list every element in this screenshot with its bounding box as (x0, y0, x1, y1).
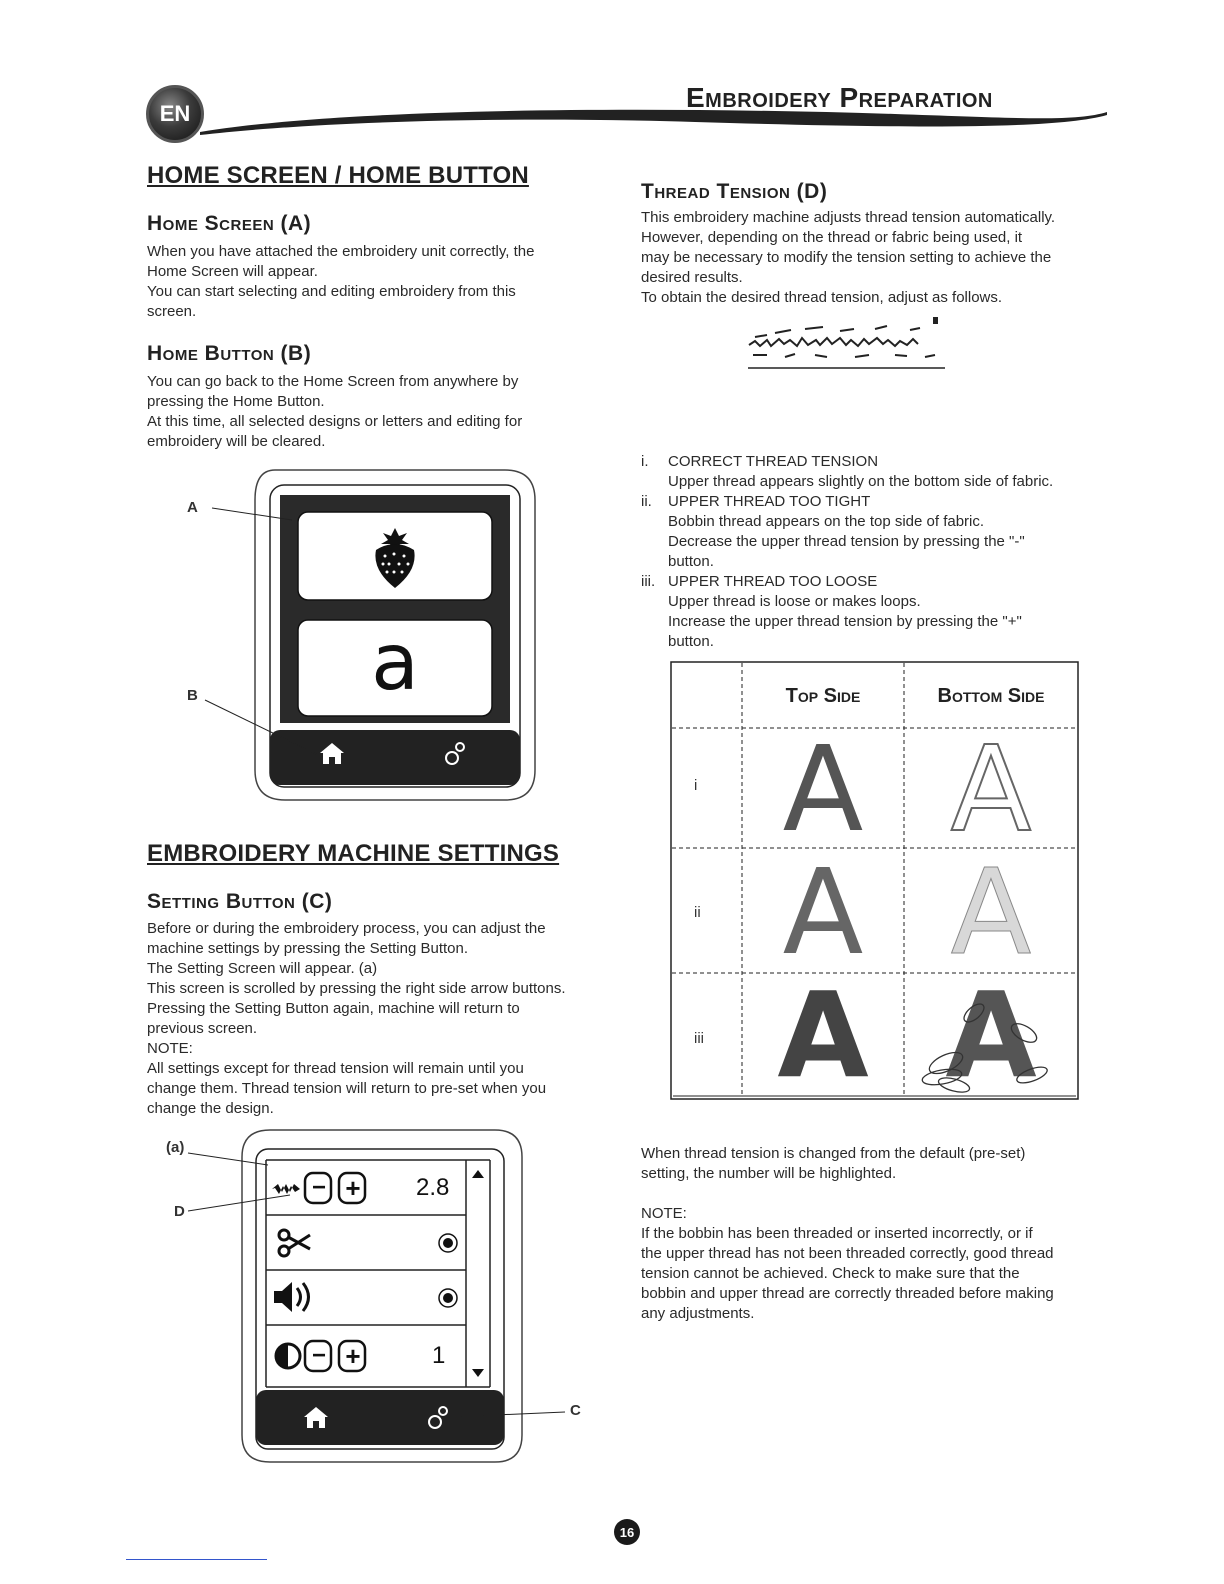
label-a: A (187, 499, 198, 516)
text-line: You can go back to the Home Screen from anywhere by (147, 373, 519, 390)
contrast-value: 1 (432, 1342, 446, 1369)
sample-top-correct: A (782, 720, 864, 858)
thread-diagram-graphic (745, 315, 950, 375)
home-screen-figure (180, 460, 560, 810)
text-line: If the bobbin has been threaded or inserted incorrectly, or if (641, 1225, 1033, 1242)
setting-screen-figure (160, 1125, 600, 1470)
row-label: i (694, 777, 698, 794)
text-line: previous screen. (147, 1020, 258, 1037)
col-bottom-side: Bottom Side (937, 685, 1045, 707)
tension-list (641, 452, 1111, 652)
radio-icon[interactable] (439, 1289, 457, 1307)
text-line: When thread tension is changed from the default (pre-set) (641, 1145, 1026, 1162)
label-b: B (187, 687, 198, 704)
label-d: D (174, 1203, 185, 1220)
after-table-text (641, 1144, 1111, 1184)
text-line: Home Screen will appear. (147, 263, 318, 280)
text-line: At this time, all selected designs or letters and editing for (147, 413, 523, 430)
letter-tile-text: a (371, 618, 419, 708)
text-line: You can start selecting and editing embroidery from this (147, 283, 516, 300)
page-title: Embroidery Preparation (686, 82, 993, 113)
text-line: desired results. (641, 269, 743, 286)
text-line: machine settings by pressing the Setting Button. (147, 940, 469, 957)
radio-icon[interactable] (439, 1234, 457, 1252)
text-line: change the design. (147, 1100, 274, 1117)
label-c: C (570, 1402, 581, 1419)
text-line: This screen is scrolled by pressing the right side arrow buttons. (147, 980, 566, 997)
home-screen-text (147, 242, 597, 322)
list-number: i. (641, 453, 649, 470)
sample-bottom-correct: A (950, 720, 1032, 858)
list-line: Decrease the upper thread tension by pressing the "-" (668, 533, 1025, 550)
contrast-icon (276, 1344, 300, 1368)
text-line: change them. Thread tension will return to pre-set when you (147, 1080, 547, 1097)
sample-bottom-loose: A (945, 966, 1037, 1104)
list-title: UPPER THREAD TOO LOOSE (668, 573, 878, 590)
row-label: iii (694, 1030, 704, 1047)
tension-value: 2.8 (416, 1174, 450, 1201)
footer-rule (126, 1559, 267, 1560)
loose-loops-graphic (904, 966, 1078, 1104)
list-item (641, 452, 1111, 472)
text-line: Before or during the embroidery process, you can adjust the (147, 920, 546, 937)
text-line: All settings except for thread tension will remain until you (147, 1060, 524, 1077)
list-title: CORRECT THREAD TENSION (668, 453, 879, 470)
list-line: button. (668, 633, 714, 650)
text-line: embroidery will be cleared. (147, 433, 326, 450)
text-line: the upper thread has not been threaded correctly, good thread (641, 1245, 1054, 1262)
tension-minus-label: − (311, 1174, 326, 1201)
thread-tension-heading: Thread Tension (D) (641, 180, 828, 203)
text-line: Pressing the Setting Button again, machine will return to (147, 1000, 520, 1017)
contrast-minus-label: − (311, 1342, 326, 1369)
text-line: pressing the Home Button. (147, 393, 325, 410)
text-line: NOTE: (147, 1040, 193, 1057)
text-line: screen. (147, 303, 197, 320)
sample-top-loose: A (777, 966, 869, 1104)
thread-tension-text (641, 208, 1111, 308)
home-button-text (147, 372, 597, 452)
text-line: To obtain the desired thread tension, adjust as follows. (641, 289, 1003, 306)
tension-table (670, 661, 1080, 1104)
section-home-title: HOME SCREEN / HOME BUTTON (147, 162, 529, 189)
text-line: setting, the number will be highlighted. (641, 1165, 897, 1182)
text-line: This embroidery machine adjusts thread tension automatically. (641, 209, 1056, 226)
list-number: ii. (641, 493, 652, 510)
home-button-heading: Home Button (B) (147, 342, 312, 365)
label-a-small: (a) (166, 1139, 185, 1156)
text-line: any adjustments. (641, 1305, 755, 1322)
row-label: ii (694, 904, 701, 921)
contrast-plus-label: + (345, 1341, 361, 1371)
setting-button-text (147, 919, 627, 1119)
language-badge-text: EN (159, 101, 191, 126)
sample-bottom-tight: A (950, 843, 1032, 981)
text-line: When you have attached the embroidery unit correctly, the (147, 243, 535, 260)
setting-button-heading: Setting Button (C) (147, 890, 333, 913)
text-line: may be necessary to modify the tension setting to achieve the (641, 249, 1052, 266)
list-line: Bobbin thread appears on the top side of fabric. (668, 513, 985, 530)
list-number: iii. (641, 573, 656, 590)
list-item (641, 492, 1111, 512)
text-line: However, depending on the thread or fabric being used, it (641, 229, 1023, 246)
note-block (641, 1204, 1116, 1324)
note-title: NOTE: (641, 1205, 687, 1222)
list-line: button. (668, 553, 714, 570)
list-item (641, 572, 1111, 592)
section-settings-title: EMBROIDERY MACHINE SETTINGS (147, 840, 560, 867)
text-line: tension cannot be achieved. Check to make sure that the (641, 1265, 1020, 1282)
sample-top-tight: A (782, 843, 864, 981)
tension-plus-label: + (345, 1173, 361, 1203)
col-top-side: Top Side (785, 685, 861, 707)
page-number: 16 (614, 1519, 640, 1545)
text-line: bobbin and upper thread are correctly threaded before making (641, 1285, 1054, 1302)
text-line: The Setting Screen will appear. (a) (147, 960, 378, 977)
list-line: Increase the upper thread tension by pressing the "+" (668, 613, 1022, 630)
list-line: Upper thread is loose or makes loops. (668, 593, 921, 610)
home-screen-heading: Home Screen (A) (147, 212, 312, 235)
list-title: UPPER THREAD TOO TIGHT (668, 493, 871, 510)
setting-screen-device (160, 1125, 600, 1470)
list-line: Upper thread appears slightly on the bottom side of fabric. (668, 473, 1054, 490)
